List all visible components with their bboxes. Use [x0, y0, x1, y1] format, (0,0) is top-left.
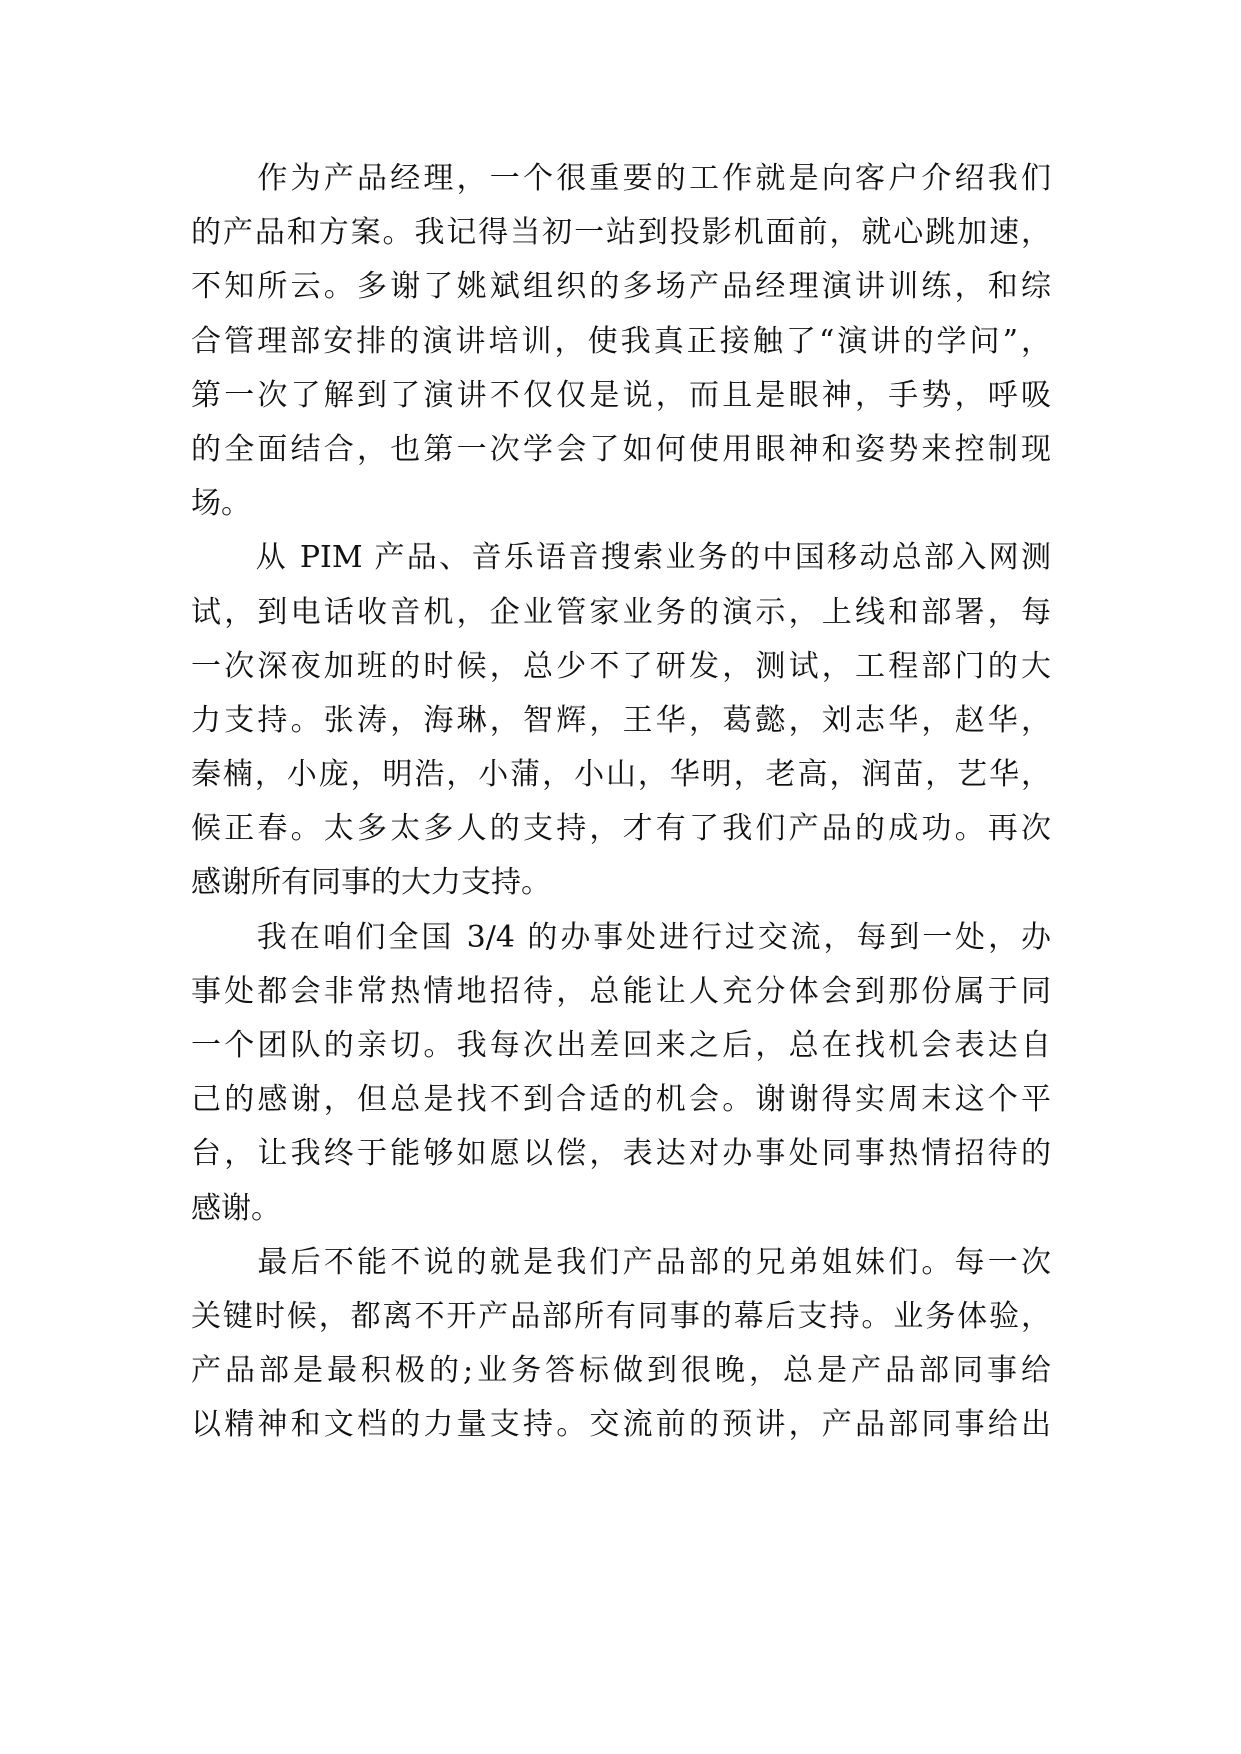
- text-line: 作为产品经理，一个很重要的工作就是向客户介绍我们: [191, 161, 1051, 196]
- text-line: 台，让我终于能够如愿以偿，表达对办事处同事热情招待的: [191, 1136, 1051, 1172]
- text-line: 不知所云。多谢了姚斌组织的多场产品经理演讲训练，和综: [191, 269, 1051, 305]
- text-line: 一个团队的亲切。我每次出差回来之后，总在找机会表达自: [191, 1028, 1051, 1063]
- text-line: 场。: [191, 486, 251, 522]
- text-line: 候正春。太多太多人的支持，才有了我们产品的成功。再次: [191, 811, 1051, 847]
- text-line: 的全面结合，也第一次学会了如何使用眼神和姿势来控制现: [191, 431, 1051, 467]
- text-line: 力支持。张涛，海琳，智辉，王华，葛懿，刘志华，赵华，: [191, 702, 1051, 738]
- text-line: 感谢。: [191, 1190, 281, 1226]
- text-line: 感谢所有同事的大力支持。: [191, 865, 551, 901]
- body-text: [191, 152, 1051, 1453]
- text-line: 秦楠，小庞，明浩，小蒲，小山，华明，老高，润苗，艺华，: [191, 757, 1051, 793]
- text-line: 的产品和方案。我记得当初一站到投影机面前，就心跳加速，: [191, 215, 1051, 251]
- text-line: 试，到电话收音机，企业管家业务的演示，上线和部署，每: [191, 594, 1051, 630]
- text-line: 事处都会非常热情地招待，总能让人充分体会到那份属于同: [191, 973, 1051, 1009]
- text-line: 一次深夜加班的时候，总少不了研发，测试，工程部门的大: [191, 648, 1051, 684]
- text-line: 第一次了解到了演讲不仅仅是说，而且是眼神，手势，呼吸: [191, 377, 1051, 413]
- text-line: 己的感谢，但总是找不到合适的机会。谢谢得实周末这个平: [191, 1082, 1051, 1118]
- text-line: 最后不能不说的就是我们产品部的兄弟姐妹们。每一次: [191, 1244, 1051, 1280]
- text-line: 以精神和文档的力量支持。交流前的预讲，产品部同事给出: [191, 1407, 1051, 1443]
- text-line: 合管理部安排的演讲培训，使我真正接触了“演讲的学问”，: [191, 323, 1051, 359]
- text-line: 我在咱们全国 3/4 的办事处进行过交流，每到一处，办: [191, 919, 1051, 955]
- text-line: 产品部是最积极的;业务答标做到很晚，总是产品部同事给: [191, 1353, 1051, 1389]
- text-line: 从 PIM 产品、音乐语音搜索业务的中国移动总部入网测: [191, 540, 1051, 576]
- text-line: 关键时候，都离不开产品部所有同事的幕后支持。业务体验，: [191, 1298, 1051, 1334]
